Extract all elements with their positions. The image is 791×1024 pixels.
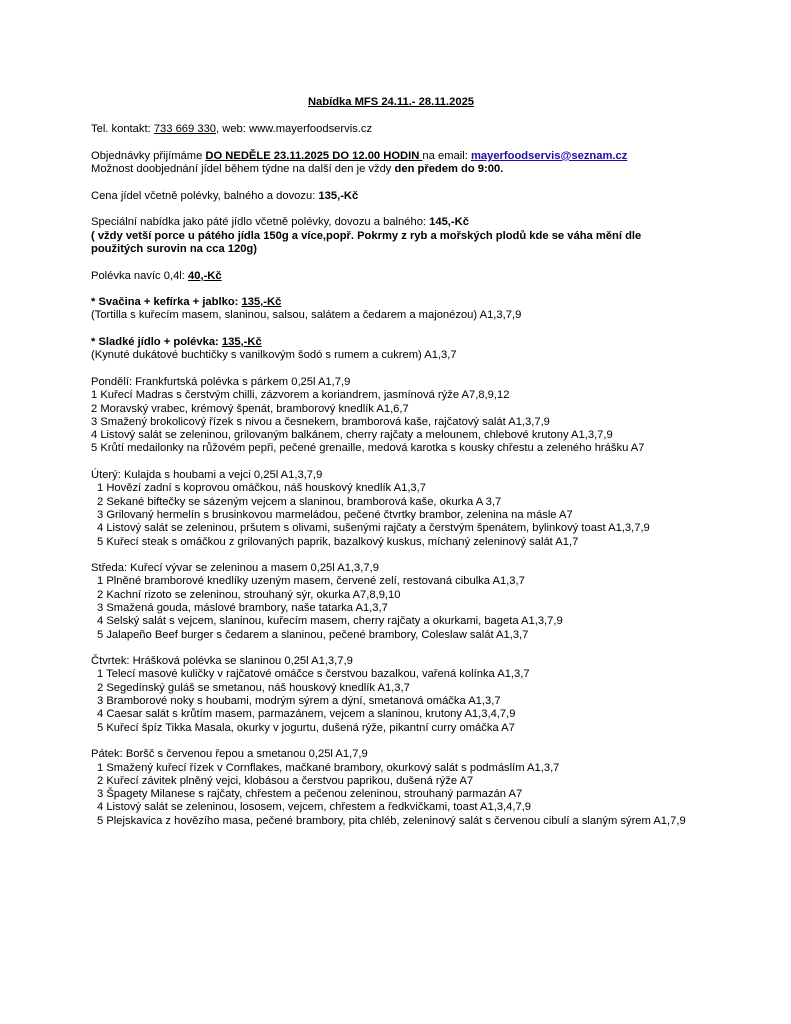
menu-item: 4 Caesar salát s krůtím masem, parmazánem, vejcem a slaninou, krutony A1,3,4,7,9 [97, 708, 516, 721]
menu-item: 5 Jalapeño Beef burger s čedarem a slaninou, pečené brambory, Coleslaw salát A1,3,7 [97, 628, 529, 641]
price-value: 135,-Kč [318, 189, 359, 202]
menu-item: 3 Smažená gouda, máslové brambory, naše tatarka A1,3,7 [97, 601, 388, 614]
special-line [91, 216, 691, 229]
sweet-price: 135,-Kč [221, 336, 262, 349]
price-line [91, 190, 691, 203]
menu-item: 4 Selský salát s vejcem, slaninou, kuřecím masem, cherry rajčaty a okurkami, bageta A1,3,7,9 [97, 615, 563, 628]
menu-item: 2 Kachní rizoto se zeleninou, strouhaný sýr, okurka A7,8,9,10 [97, 588, 401, 601]
day-wednesday [91, 562, 691, 642]
snack-price: 135,-Kč [241, 296, 282, 309]
orders-line [91, 150, 691, 163]
snack-title-line [91, 296, 691, 309]
email-link[interactable]: mayerfoodservis@seznam.cz [470, 149, 628, 162]
sweet-title: * Sladké jídlo + polévka: [91, 336, 222, 349]
orders-line2 [91, 163, 691, 176]
snack-title: * Svačina + kefírka + jablko: [91, 296, 242, 309]
menu-item: 2 Segedínský guláš se smetanou, náš houskový knedlík A1,3,7 [97, 681, 410, 694]
contact-line [91, 123, 691, 136]
orders-line2-bold: den předem do 9:00. [394, 163, 504, 176]
sweet-title-line [91, 336, 691, 349]
menu-item: 1 Smažený kuřecí řízek v Cornflakes, mačkané brambory, okurkový salát s podmáslím A1,3,7 [97, 761, 560, 774]
menu-item: 1 Telecí masové kuličky v rajčatové omáčce s čerstvou bazalkou, vařená kolínka A1,3,7 [97, 668, 530, 681]
day-thursday [91, 655, 691, 735]
orders-prefix: Objednávky přijímáme [91, 149, 206, 162]
soup-extra-text: Polévka navíc 0,4l: [91, 269, 189, 282]
menu-item: 1 Kuřecí Madras s čerstvým chilli, zázvorem a koriandrem, jasmínová rýže A7,8,9,12 [91, 389, 510, 402]
menu-item: 5 Plejskavica z hovězího masa, pečené brambory, pita chléb, zeleninový salát s červenou cibulí a slaným sýrem A1,7,9 [97, 814, 686, 827]
phone-link[interactable]: 733 669 330 [153, 123, 217, 136]
menu-item: 3 Smažený brokolicový řízek s nivou a česnekem, bramborová kaše, rajčatový salát A1,3,7,9 [91, 415, 550, 428]
menu-item: 2 Kuřecí závitek plněný vejci, klobásou a čerstvou paprikou, dušená rýže A7 [97, 774, 474, 787]
day-monday [91, 376, 691, 456]
day-soup: Pátek: Boršč s červenou řepou a smetanou 0,25l A1,7,9 [91, 748, 368, 761]
orders-middle: na email: [422, 149, 471, 162]
special-note: ( vždy vetší porce u pátého jídla 150g a více,popř. Pokrmy z ryb a mořských plodů kde se váha mění dle použitých surovin na cca 120g) [91, 229, 642, 255]
day-tuesday [91, 469, 691, 549]
day-soup: Pondělí: Frankfurtská polévka s párkem 0,25l A1,7,9 [91, 375, 351, 388]
menu-item: 2 Moravský vrabec, krémový špenát, bramborový knedlík A1,6,7 [91, 402, 409, 415]
day-friday [91, 748, 691, 828]
orders-deadline: DO NEDĚLE 23.11.2025 DO 12.00 HODIN [205, 149, 423, 162]
web-text: , web: www.mayerfoodservis.cz [216, 123, 373, 136]
menu-item: 4 Listový salát se zeleninou, grilovaným balkánem, cherry rajčaty a melounem, chlebové krutony A1,3,7,9 [91, 429, 613, 442]
menu-item: 2 Sekané biftečky se sázeným vejcem a slaninou, bramborová kaše, okurka A 3,7 [97, 495, 502, 508]
soup-extra-value: 40,-Kč [188, 269, 222, 282]
orders-line2-prefix: Možnost doobjednání jídel během týdne na další den je vždy [91, 163, 395, 176]
menu-item: 3 Grilovaný hermelín s brusinkovou marmeládou, pečené čtvrtky brambor, zelenina na másle A7 [97, 508, 573, 521]
day-soup: Středa: Kuřecí vývar se zeleninou a masem 0,25l A1,3,7,9 [91, 562, 379, 575]
sweet-desc: (Kynuté dukátové buchtičky s vanilkovým šodó s rumem a cukrem) A1,3,7 [91, 349, 457, 362]
menu-document [91, 96, 691, 841]
special-text: Speciální nabídka jako páté jídlo včetně polévky, dovozu a balného: [91, 216, 430, 229]
menu-item: 5 Krůtí medailonky na růžovém pepři, pečené grenaille, medová karotka s kousky chřestu a zeleného hrášku A7 [91, 442, 645, 455]
menu-item: 4 Listový salát se zeleninou, lososem, vejcem, chřestem a ředkvičkami, toast A1,3,4,7,9 [97, 801, 532, 814]
menu-item: 3 Špagety Milanese s rajčaty, chřestem a pečenou zeleninou, strouhaný parmazán A7 [97, 788, 523, 801]
soup-extra-line [91, 270, 691, 283]
page-title: Nabídka MFS 24.11.- 28.11.2025 [307, 96, 475, 108]
contact-prefix: Tel. kontakt: [91, 123, 154, 136]
day-soup: Úterý: Kulajda s houbami a vejci 0,25l A1,3,7,9 [91, 469, 323, 482]
menu-item: 5 Kuřecí steak s omáčkou z grilovaných paprik, bazalkový kuskus, míchaný zeleninový salát A1,7 [97, 535, 579, 548]
menu-item: 1 Plněné bramborové knedlíky uzeným masem, červené zelí, restovaná cibulka A1,3,7 [97, 575, 525, 588]
day-soup: Čtvrtek: Hrášková polévka se slaninou 0,25l A1,3,7,9 [91, 655, 353, 668]
snack-desc: (Tortilla s kuřecím masem, slaninou, salsou, salátem a čedarem a majonézou) A1,3,7,9 [91, 309, 522, 322]
menu-item: 3 Bramborové noky s houbami, modrým sýrem a dýní, smetanová omáčka A1,3,7 [97, 695, 501, 708]
price-text: Cena jídel včetně polévky, balného a dovozu: [91, 189, 319, 202]
menu-item: 5 Kuřecí špíz Tikka Masala, okurky v jogurtu, dušená rýže, pikantní curry omáčka A7 [97, 721, 515, 734]
menu-item: 4 Listový salát se zeleninou, pršutem s olivami, sušenými rajčaty a čerstvým špenátem, bylinkový toast A1,3,7,9 [97, 522, 650, 535]
menu-item: 1 Hovězí zadní s koprovou omáčkou, náš houskový knedlík A1,3,7 [97, 482, 426, 495]
special-value: 145,-Kč [429, 216, 469, 229]
